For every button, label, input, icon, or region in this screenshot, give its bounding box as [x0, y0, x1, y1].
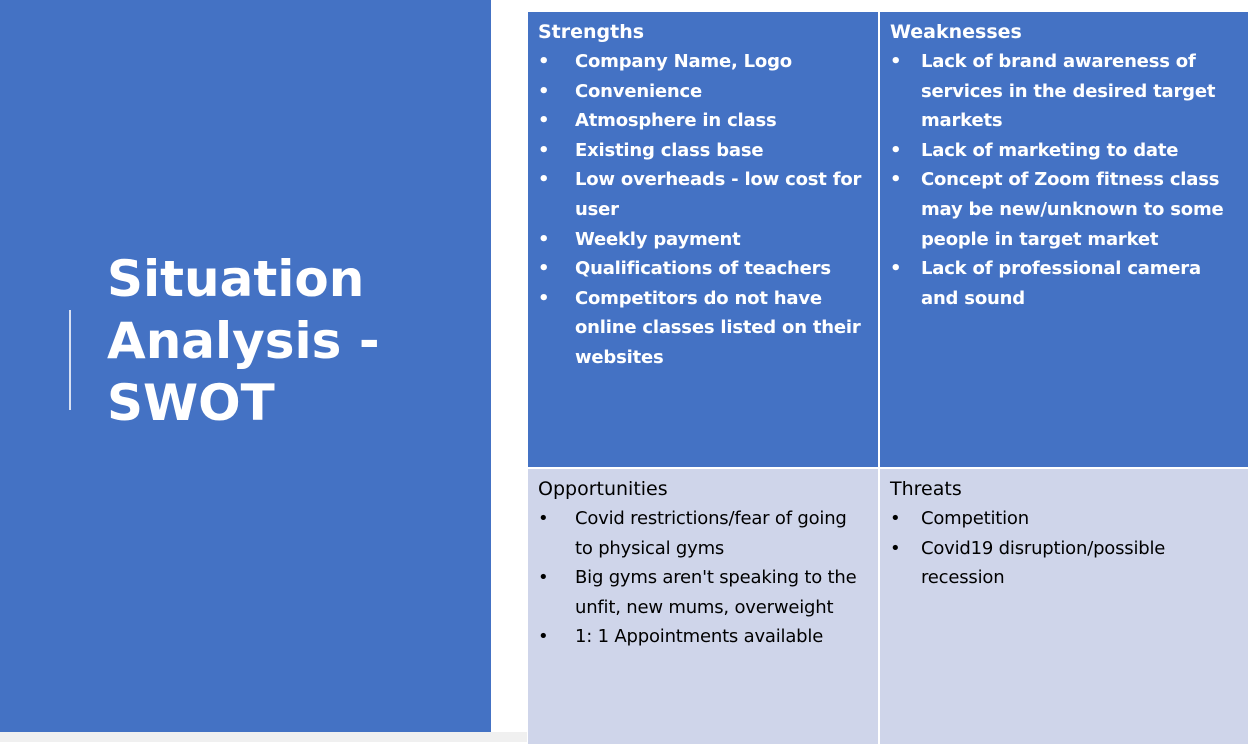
- bullet-icon: •: [538, 228, 550, 250]
- list-item: [890, 504, 1240, 534]
- list-item-text: Lack of professional camera and sound: [921, 258, 1201, 309]
- list-item: [538, 77, 868, 107]
- list-item: [538, 254, 868, 284]
- opportunities-header: Opportunities: [538, 478, 668, 500]
- bullet-icon: •: [538, 258, 550, 280]
- bullet-icon: •: [538, 508, 549, 529]
- bullet-icon: •: [890, 258, 902, 280]
- title-accent-line: [69, 310, 71, 410]
- list-item-text: Weekly payment: [575, 228, 741, 250]
- bullet-icon: •: [890, 51, 902, 72]
- list-item-text: Company Name, Logo: [575, 51, 792, 72]
- strengths-list: [538, 47, 868, 373]
- opportunities-list: [538, 504, 868, 652]
- list-item: [890, 254, 1240, 313]
- list-item: [538, 47, 868, 77]
- bullet-icon: •: [538, 139, 550, 161]
- bullet-icon: •: [538, 626, 549, 648]
- list-item: [538, 106, 868, 136]
- list-item: [890, 165, 1240, 254]
- list-item: [538, 136, 868, 166]
- list-item: [890, 47, 1240, 136]
- list-item-text: Existing class base: [575, 139, 764, 161]
- list-item-text: Big gyms aren't speaking to the unfit, new mums, overweight: [575, 567, 857, 618]
- opportunities-cell: [528, 469, 878, 744]
- list-item: [890, 136, 1240, 166]
- list-item-text: Competitors do not have online classes listed on their websites: [575, 287, 861, 368]
- list-item-text: Covid restrictions/fear of going to physical gyms: [575, 508, 847, 559]
- strengths-header: Strengths: [538, 21, 645, 43]
- bullet-icon: •: [890, 139, 902, 161]
- slide-bottom-edge: [0, 732, 527, 742]
- list-item-text: Qualifications of teachers: [575, 258, 831, 280]
- bullet-icon: •: [890, 537, 901, 559]
- bullet-icon: •: [538, 169, 550, 191]
- bullet-icon: •: [538, 110, 550, 132]
- bullet-icon: •: [538, 567, 549, 589]
- list-item: [538, 165, 868, 224]
- list-item-text: Lack of brand awareness of services in the desired target markets: [921, 51, 1216, 132]
- list-item: [538, 504, 868, 563]
- threats-cell: [880, 469, 1248, 744]
- weaknesses-cell: [880, 12, 1248, 467]
- list-item-text: Lack of marketing to date: [921, 139, 1179, 161]
- list-item-text: 1: 1 Appointments available: [575, 626, 824, 648]
- swot-table: [528, 12, 1248, 742]
- list-item-text: Convenience: [575, 80, 703, 102]
- list-item-text: Concept of Zoom fitness class may be new/unknown to some people in target market: [921, 169, 1224, 250]
- list-item-text: Covid19 disruption/possible recession: [921, 537, 1166, 589]
- weaknesses-list: [890, 47, 1240, 313]
- list-item: [538, 284, 868, 373]
- list-item: [538, 622, 868, 652]
- list-item-text: Competition: [921, 508, 1029, 529]
- threats-header: Threats: [890, 478, 962, 500]
- bullet-icon: •: [538, 287, 550, 309]
- threats-list: [890, 504, 1240, 593]
- bullet-icon: •: [890, 508, 901, 529]
- bullet-icon: •: [538, 51, 550, 72]
- slide-title: Situation Analysis - SWOT: [107, 250, 380, 432]
- list-item: [538, 563, 868, 622]
- bullet-icon: •: [538, 80, 550, 102]
- list-item: [538, 225, 868, 255]
- bullet-icon: •: [890, 169, 902, 191]
- list-item-text: Atmosphere in class: [575, 110, 777, 132]
- strengths-cell: [528, 12, 878, 467]
- weaknesses-header: Weaknesses: [890, 21, 1022, 43]
- list-item: [890, 534, 1240, 593]
- list-item-text: Low overheads - low cost for user: [575, 169, 862, 220]
